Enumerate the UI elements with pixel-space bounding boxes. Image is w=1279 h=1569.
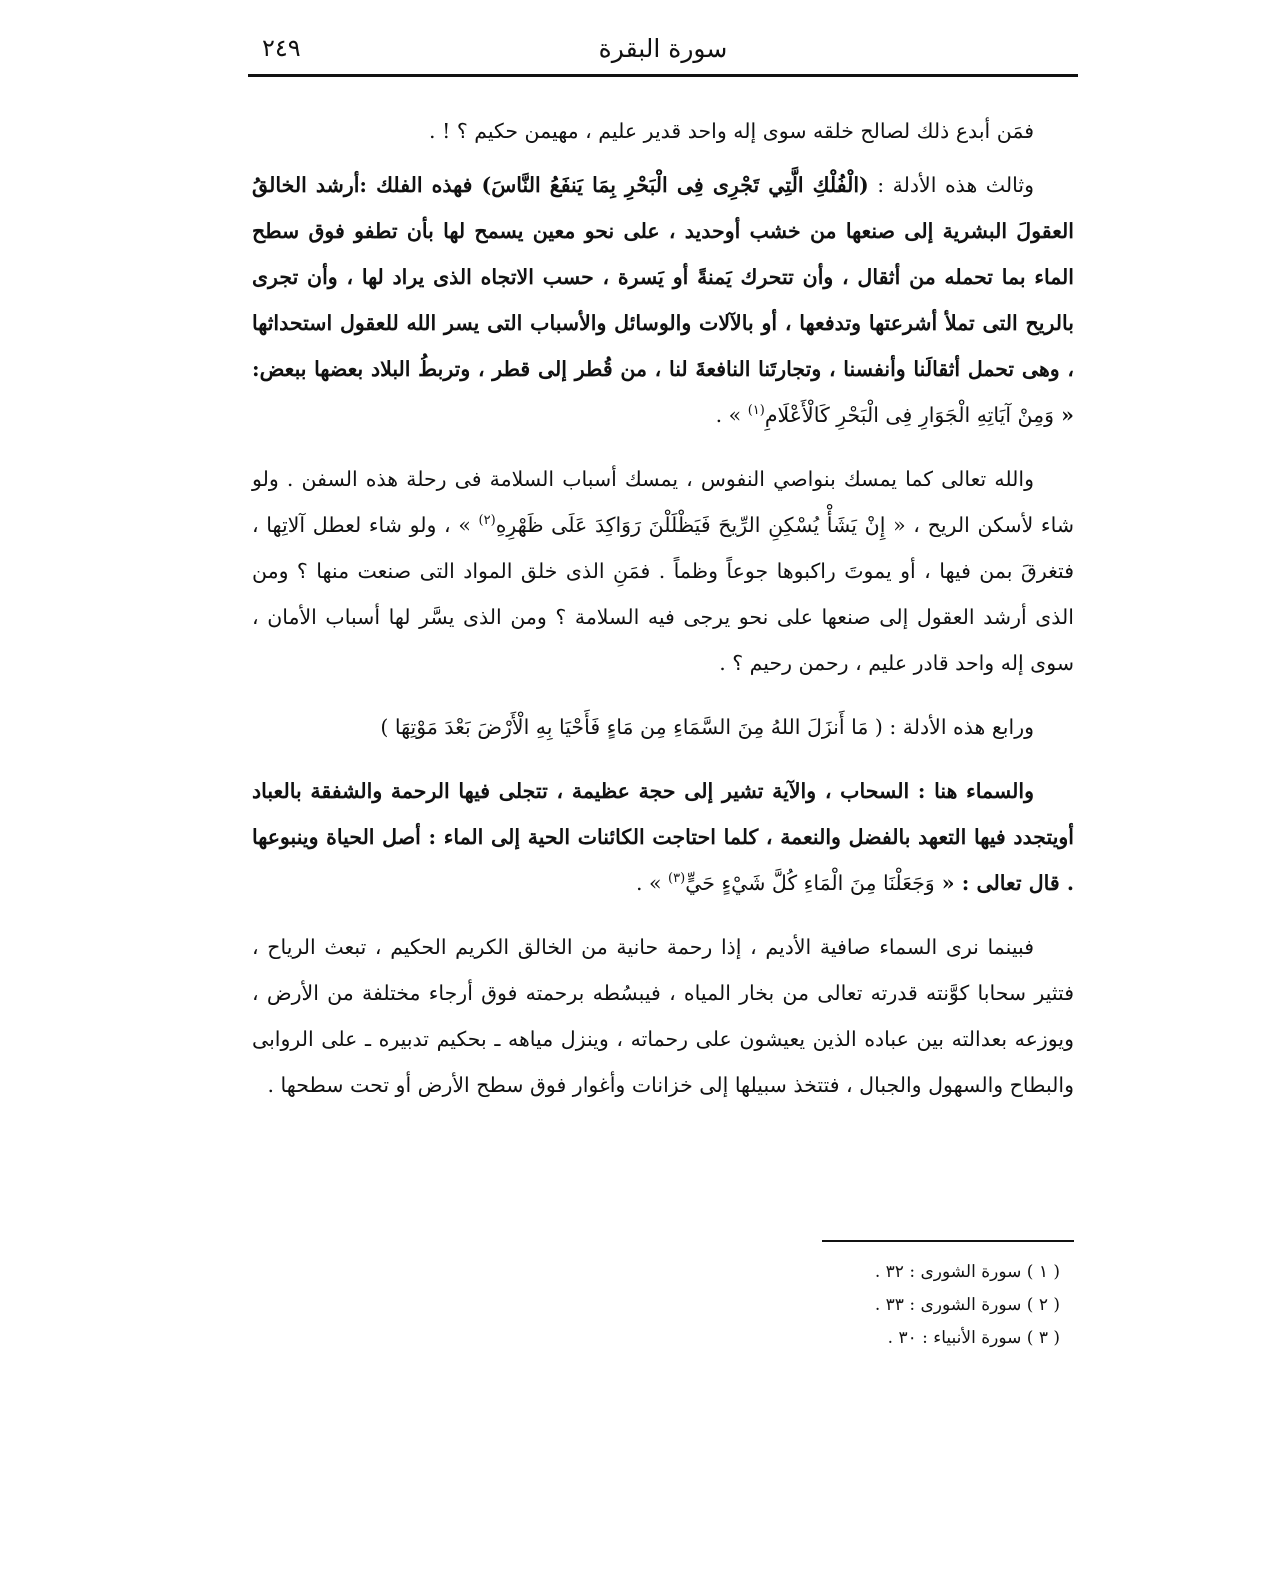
footnote-2: ( ٢ ) سورة الشورى : ٣٣ . <box>874 1295 1060 1315</box>
quran-verse-4: ( مَا أَنزَلَ اللهُ مِنَ السَّمَاءِ مِن مَاءٍ فَأَحْيَا بِهِ الْأَرْضَ بَعْدَ مَوْتِهَا ) <box>380 715 883 739</box>
surah-title: سورة البقرة <box>598 34 728 63</box>
footnote-marker-2: (٢) <box>478 513 496 529</box>
quran-verse-3: إِنْ يَشَأْ يُسْكِنِ الرِّيحَ فَيَظْلَلْنَ رَوَاكِدَ عَلَى ظَهْرِهِ <box>495 513 886 537</box>
paragraph-2 <box>252 162 1074 438</box>
paragraph-3 <box>252 456 1074 686</box>
footnote-marker-1: (١) <box>747 403 765 419</box>
footnote-1: ( ١ ) سورة الشورى : ٣٢ . <box>874 1262 1060 1282</box>
footnote-marker-3: (٣) <box>668 871 686 887</box>
paragraph-5 <box>252 768 1074 906</box>
quran-verse-2: وَمِنْ آيَاتِهِ الْجَوَارِ فِى الْبَحْرِ كَالْأَعْلَامِ <box>764 403 1055 427</box>
paragraph-2-intro: وثالث هذه الأدلة : <box>868 173 1034 197</box>
quran-verse-5: وَجَعَلْنَا مِنَ الْمَاءِ كُلَّ شَيْءٍ حَيٍّ <box>685 871 935 895</box>
footnotes <box>760 1256 1060 1355</box>
paragraph-5-text: والسماء هنا : السحاب ، والآية تشير إلى حجة عظيمة ، تتجلى فيها الرحمة والشفقة بالعباد أويتجدد فيها التعهد بالفضل والنعمة ، كلما احتاجت الكائنات الحية إلى الماء : أصل الحياة وينبوعها . قال تعالى : « <box>252 779 1074 895</box>
paragraph-2-end: » . <box>715 403 748 427</box>
body-text <box>252 108 1074 1126</box>
paragraph-4-intro: ورابع هذه الأدلة : <box>882 715 1034 739</box>
quran-verse-1: (الْفُلْكِ الَّتِي تَجْرِى فِى الْبَحْرِ بِمَا يَنفَعُ النَّاسَ) <box>481 173 869 197</box>
page-number: ٢٤٩ <box>262 34 301 62</box>
header-rule <box>248 74 1078 77</box>
paragraph-5-end: » . <box>635 871 669 895</box>
footnote-3: ( ٣ ) سورة الأنبياء : ٣٠ . <box>887 1328 1060 1348</box>
footnote-rule <box>822 1240 1074 1242</box>
paragraph-1: فمَن أبدع ذلك لصالح خلقه سوى إله واحد قدير عليم ، مهيمن حكيم ؟ ! . <box>429 119 1034 143</box>
paragraph-4 <box>252 704 1074 750</box>
paragraph-3-intro: والله تعالى كما يمسك بنواصي النفوس ، يمسك أسباب السلامة فى رحلة هذه السفن . ولو شاء لأسكن الريح ، « <box>252 467 1074 537</box>
paragraph-2-text: فهذه الفلك :أرشد الخالقُ العقولَ البشرية إلى صنعها من خشب أوحديد ، على نحو معين يسمح لها بأن تطفو فوق سطح الماء بما تحمله من أثقال ، وأن تتحرك يَمنةً أو يَسرة ، حسب الاتجاه الذى يراد لها ، وأن تجرى بالريح التى تملأ أشرعتها وتدفعها ، أو بالآلات والوسائل والأسباب التى يسر الله للعقول استحداثها ، وهى تحمل أثقالَنا وأنفسنا ، وتجارتَنا النافعةَ لنا ، من قُطر إلى قطر ، وتربطُ البلاد بعضها ببعض: « <box>252 173 1074 427</box>
paragraph-6: فبينما نرى السماء صافية الأديم ، إذا رحمة حانية من الخالق الكريم الحكيم ، تبعث الرياح ، فتثير سحابا كوَّنته قدرته تعالى من بخار المياه ، فيبسُطه برحمته فوق أرجاء مختلفة من الأرض ، ويوزعه بعدالته بين عباده الذين يعيشون على رحماته ، وينزل مياهه ـ بحكيم تدبيره ـ على الروابى والبطاح والسهول والجبال ، فتتخذ سبيلها إلى خزانات وأغوار فوق سطح الأرض أو تحت سطحها . <box>252 935 1074 1097</box>
paragraph-3-text: » ، ولو شاء لعطل آلاتِها ، فتغرقَ بمن فيها ، أو يموتَ راكبوها جوعاً وظماً . فمَنِ الذى خلق المواد التى صنعت منها ؟ ومن الذى أرشد العقول إلى صنعها على نحو يرجى فيه السلامة ؟ ومن الذى يسَّر لها أسباب الأمان ، سوى إله واحد قادر عليم ، رحمن رحيم ؟ . <box>252 513 1074 675</box>
page-header <box>248 30 1078 76</box>
